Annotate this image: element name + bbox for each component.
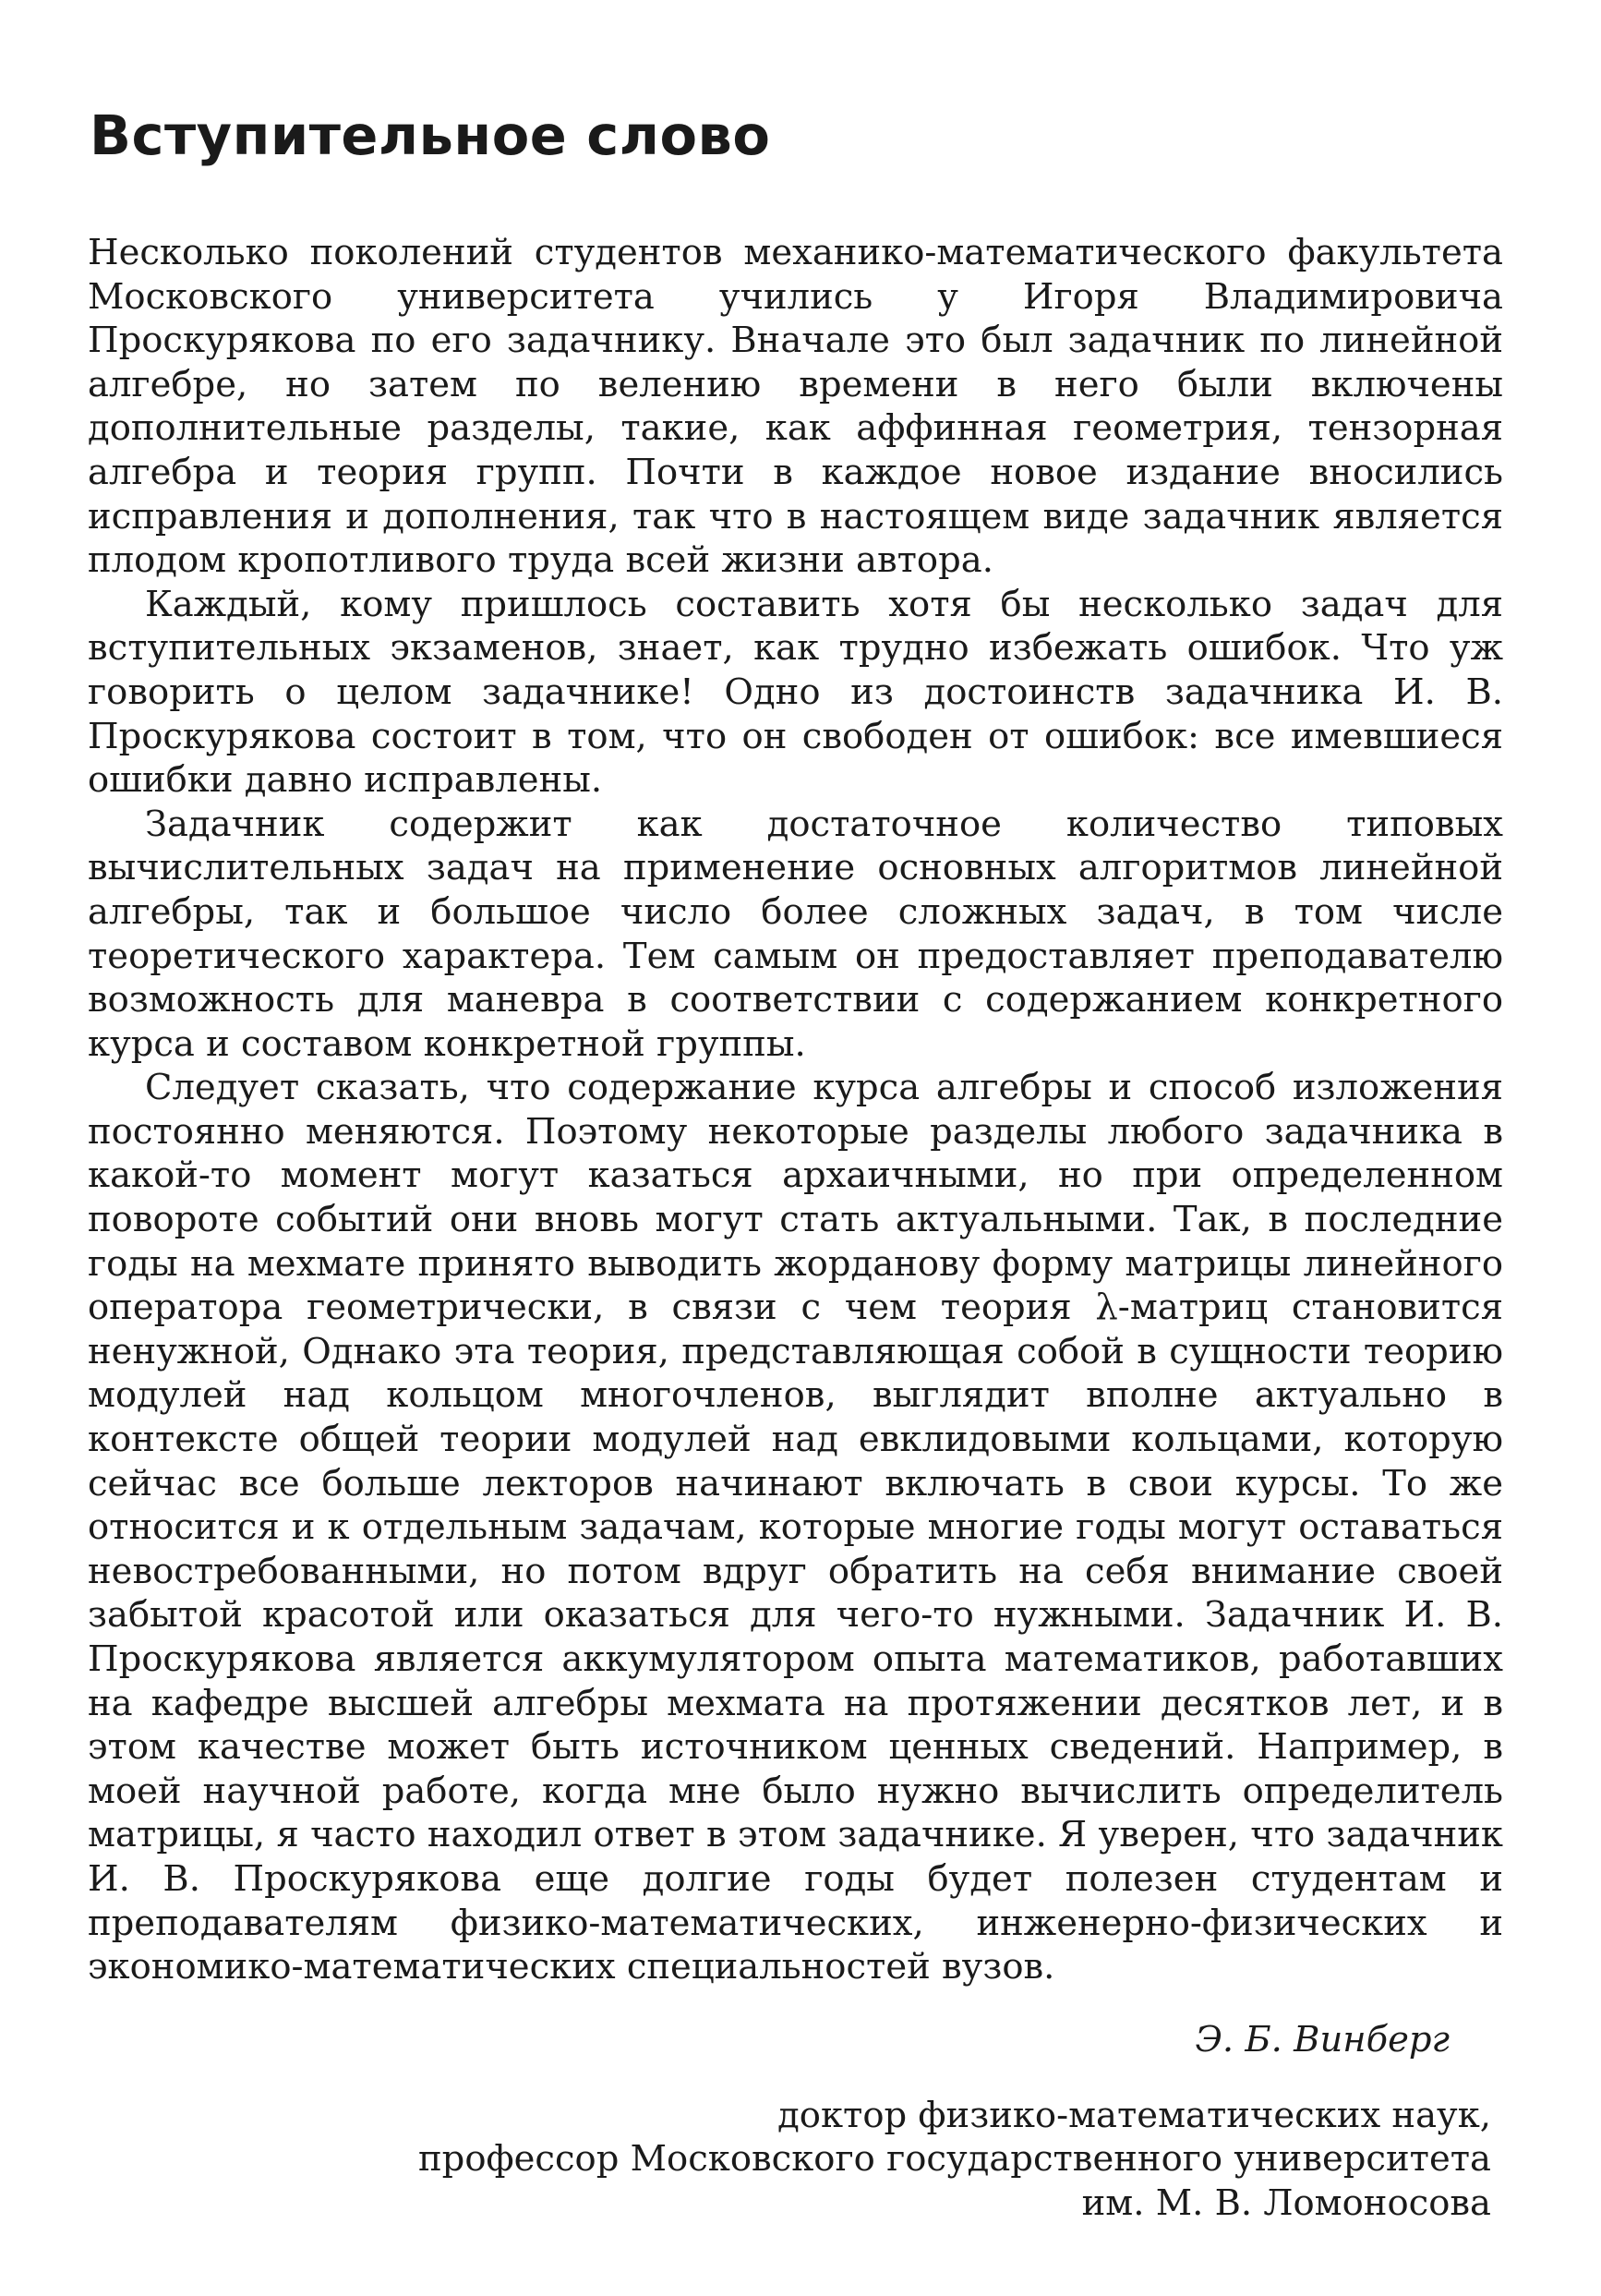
author-degree: доктор физико-математических наук, (777, 2094, 1491, 2136)
signature-block (88, 2018, 1491, 2225)
document-page (88, 0, 1503, 2296)
paragraph-1: Несколько поколений студентов механико-математического факультета Московского университета учились у Игоря Владимировича Проскурякова по его задачнику. Вначале это был задачник по линейной алгебре, но затем по велению времени в него были включены дополнительные разделы, такие, как аффинная геометрия, тензорная алгебра и теория групп. Почти в каждое новое издание вносились исправления и дополнения, так что в настоящем виде задачник является плодом кропотливого труда всей жизни автора. (88, 232, 1503, 582)
body-text (88, 231, 1503, 1989)
page-title: Вступительное слово (90, 103, 771, 167)
author-position: профессор Московского государственного университета (418, 2138, 1491, 2181)
paragraph-2: Каждый, кому пришлось составить хотя бы несколько задач для вступительных экзаменов, знает, как трудно избежать ошибок. Что уж говорить о целом задачнике! Одно из достоинств задачника И. В. Проскурякова состоит в том, что он свободен от ошибок: все имевшиеся ошибки давно исправлены. (88, 583, 1503, 802)
author-university: им. М. В. Ломоносова (1081, 2181, 1491, 2224)
paragraph-4: Следует сказать, что содержание курса алгебры и способ изложения постоянно меняются. Поэтому некоторые разделы любого задачника в какой-то момент могут казаться архаичными, но при определенном повороте событий они вновь могут стать актуальными. Так, в последние годы на мехмате принято выводить жорданову форму матрицы линейного оператора геометрически, в связи с чем теория λ-матриц становится ненужной, Однако эта теория, представляющая собой в сущности теорию модулей над кольцом многочленов, выглядит вполне актуально в контексте общей теории модулей над евклидовыми кольцами, которую сейчас все больше лекторов начинают включать в свои курсы. То же относится и к отдельным задачам, которые многие годы могут оставаться невостребованными, но потом вдруг обратить на себя внимание своей забытой красотой или оказаться для чего-то нужными. Задачник И. В. Проскурякова является аккумулятором опыта математиков, работавших на кафедре высшей алгебры мехмата на протяжении десятков лет, и в этом качестве может быть источником ценных сведений. Например, в моей научной работе, когда мне было нужно вычислить определитель матрицы, я часто находил ответ в этом задачнике. Я уверен, что задачник И. В. Проскурякова еще долгие годы будет полезен студентам и преподавателям физико-математических, инженерно-физических и экономико-математических специальностей вузов. (88, 1067, 1503, 1988)
author-name: Э. Б. Винберг (1195, 2019, 1450, 2060)
paragraph-3: Задачник содержит как достаточное количество типовых вычислительных задач на применение основных алгоритмов линейной алгебры, так и большое число более сложных задач, в том числе теоретического характера. Тем самым он предоставляет преподавателю возможность для маневра в соответствии с содержанием конкретного курса и составом конкретной группы. (88, 803, 1503, 1065)
